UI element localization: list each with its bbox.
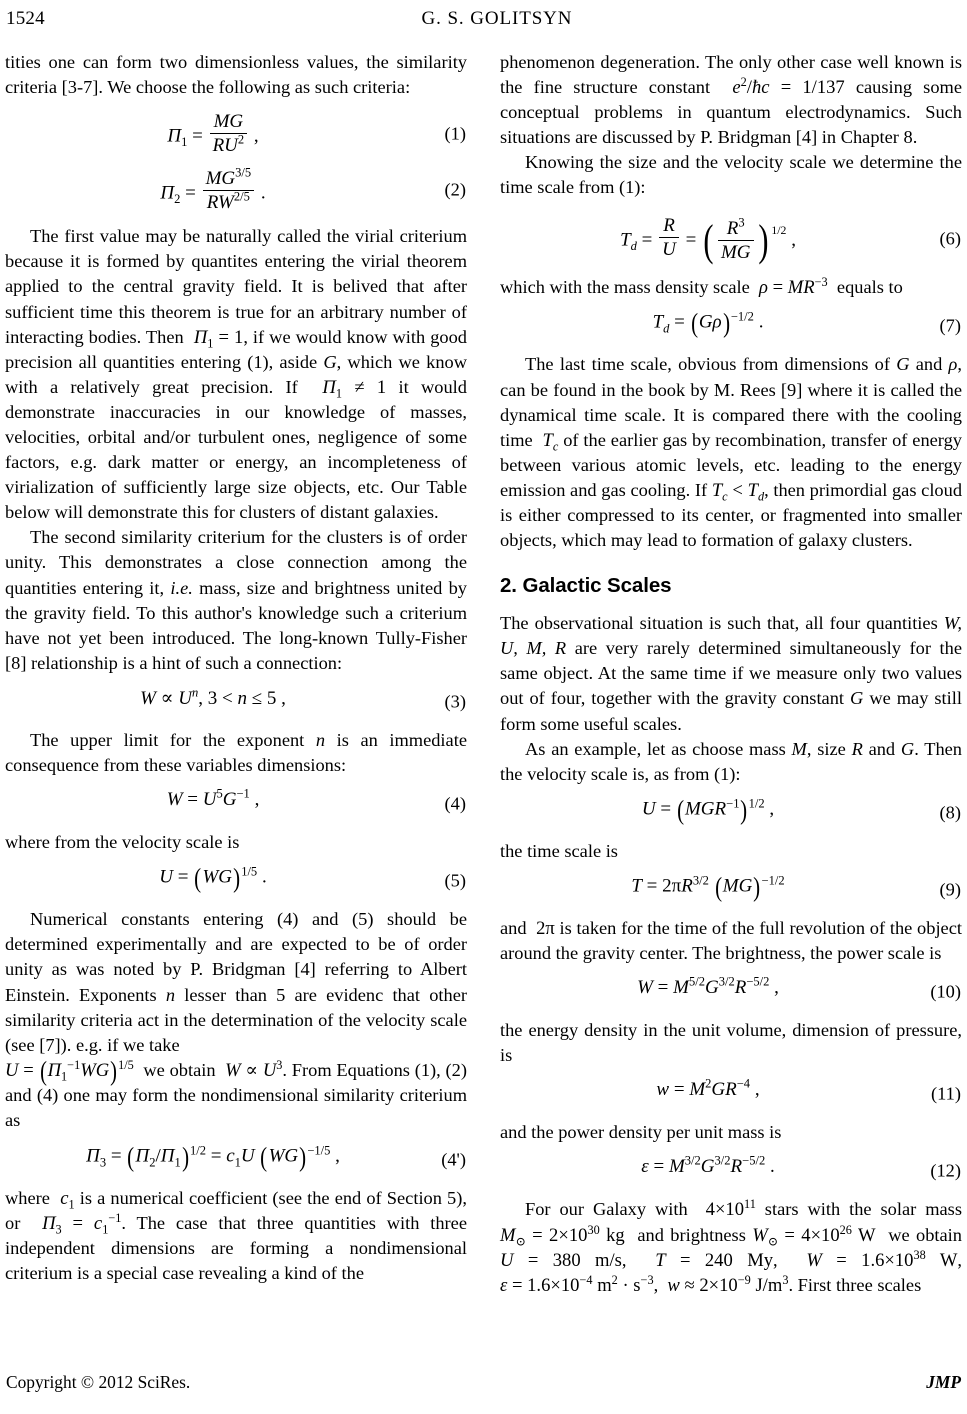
- equation-1-number: (1): [444, 123, 466, 144]
- equation-4-prime: [5, 1140, 467, 1175]
- paragraph-second-criterium: [5, 525, 467, 676]
- equation-4: [5, 786, 467, 819]
- inline-math-pi1-neq-1: $\Pi_1 \ne 1$: [322, 376, 387, 401]
- inline-math-solar-brightness: $W_⊙ = 4\times 10^{26}$ W: [752, 1222, 876, 1249]
- paragraph-2pi-b: is taken for the time of the full revolution of the object around the gravity center. The brightness, the power scale is: [500, 917, 962, 964]
- paragraph-second-criterium-cont: mass, size and brightness united by the gravity field. To this author's knowledge such a criterium have not yet been introduced. The long-known Tully-Fisher [8] relationship is a hint of such a connection:: [5, 577, 467, 673]
- paragraph-coefficient-b: is a numerical coefficient (see the end of Section 5), or: [5, 1187, 467, 1233]
- paragraph-as-example-d: . Then the velocity scale is, as from (1):: [500, 738, 962, 784]
- italic-vars-wumr: W, U, M, R: [500, 613, 962, 659]
- equation-4-body: $W = U^5G^{-1}$ ,: [166, 786, 260, 811]
- paragraph-as-example-a: As an example, let as choose mass: [525, 738, 786, 759]
- paragraph-as-example: [500, 737, 962, 787]
- journal-abbreviation: JMP: [926, 1372, 961, 1392]
- paragraph-our-galaxy-d: we obtain: [888, 1224, 962, 1245]
- paragraph-2pi-a: and: [500, 917, 527, 938]
- paragraph-u-formula: [5, 1058, 467, 1134]
- running-head: [0, 8, 967, 34]
- paragraph-our-galaxy-e: . First three scales: [788, 1274, 922, 1295]
- copyright-notice: Copyright © 2012 SciRes.: [6, 1372, 191, 1392]
- paragraph-observational-a: The observational situation is such that, all four quantities: [500, 613, 938, 634]
- inline-math-rho-mr3: $\rho = MR^{-3}$: [759, 275, 828, 299]
- italic-var-g-4: G: [900, 738, 915, 759]
- paragraph-coefficient-c: . The case that three quantities with three independent dimensions are forming a nondimensional criterium is a special case revealing a kind of the: [5, 1212, 467, 1283]
- italic-var-m: M: [791, 738, 807, 759]
- equation-12: [500, 1156, 962, 1186]
- italic-var-g-3: G: [850, 688, 864, 709]
- page-footer: [0, 1372, 967, 1396]
- paragraph-numerical-constants: [5, 907, 467, 1058]
- fraction-mg35-rw25: $\frac{MG^{3/5}}{RW^{2/5}}$: [203, 168, 255, 214]
- equation-7: [500, 307, 962, 341]
- italic-var-g: G: [323, 351, 337, 372]
- equation-1: [5, 111, 467, 157]
- page-number: 1524: [6, 8, 45, 29]
- equation-2-body: $\Pi_2$ = $\frac{MG^{3/5}}{RW^{2/5}}$ .: [160, 165, 266, 213]
- equation-6-number: (6): [939, 228, 961, 249]
- paragraph-our-galaxy: For our Galaxy with $4\times 10^{11}$ stars with the solar mass $M_⊙ = 2\times 10^{30}$ kg and brightness $W_⊙ = 4\times 10^{26}$ W we obtain U = 380 m/s, T = 240 My, $W = 1.6\times 10^{38}$ W, $\varepsilon = 1.6\times 10^{-4}$ $m^2 \cdot s^{-3}$, $w \approx 2\times 10^{-9}$ $J/m^3$. First three scales: [500, 1197, 962, 1296]
- big-paren-r3-mg: ( $\frac{R^3}{MG}$ ) $^{1/2}$: [703, 214, 787, 265]
- paragraph-virial-text: The first value may be naturally called the virial criterium because it is formed by quantites entering the virial theorem applied to the central gravity field. It is belived that after sufficient time this theorem is true for an arbitrary number of interacting bodies. Then: [5, 226, 467, 347]
- italic-var-g-2: G: [896, 354, 910, 375]
- inline-math-fine-structure: $e^2/ħc = 1/137$: [732, 74, 845, 99]
- equation-5-body: U = (WG)$^{1/5}$ .: [159, 862, 267, 894]
- equation-6-body: $T_d$ = $\frac{R}{U}$ = ( $\frac{R^3}{MG}$ ) $^{1/2}$ ,: [620, 214, 796, 265]
- paragraph-energy-density: the energy density in the unit volume, dimension of pressure, is: [500, 1020, 962, 1066]
- fraction-mg-ru2: $\frac{MG}{RU^2}$: [210, 111, 248, 157]
- inline-math-solar-mass: $M_⊙ = 2\times 10^{30}$ kg: [500, 1222, 625, 1249]
- italic-var-n: n: [315, 729, 326, 750]
- left-column: [5, 50, 467, 1286]
- equation-5: [5, 862, 467, 896]
- paragraph-as-example-b: , size: [806, 738, 846, 759]
- author-running-head: G. S. GOLITSYN: [421, 8, 573, 29]
- paragraph-upper-limit-text: The upper limit for the exponent: [30, 729, 305, 750]
- paragraph-last-time-scale: [500, 352, 962, 553]
- equation-8: [500, 793, 962, 828]
- inline-math-tc-lt-td: $T_c < T_d$: [711, 479, 765, 504]
- paragraph-observational-c: we may still form some useful scales.: [500, 688, 962, 734]
- paragraph-our-galaxy-c: and brightness: [637, 1224, 746, 1245]
- equation-8-body: $U = (MGR^{-1})^{1/2}$ ,: [641, 793, 775, 825]
- equation-3: [5, 687, 467, 717]
- paragraph-virial-cont: , if we would know with good precision all quantities entering (1), aside: [5, 326, 467, 372]
- italic-var-r: R: [851, 738, 863, 759]
- equation-7-number: (7): [939, 315, 961, 336]
- equation-4-number: (4): [444, 793, 466, 814]
- inline-math-pi1-equals-1: $\Pi_1 = 1$: [193, 326, 244, 351]
- equation-8-number: (8): [939, 802, 961, 823]
- paragraph-last-time-scale-b: , can be found in the book by M. Rees [9] where it is called the dynamical time scale. It is compared there with the cooling time: [500, 354, 962, 450]
- paragraph-2pi: [500, 916, 962, 966]
- equation-5-number: (5): [444, 870, 466, 891]
- paragraph-our-galaxy-b: stars with the solar mass: [764, 1199, 962, 1220]
- paragraph-time-scale-is: the time scale is: [500, 840, 618, 861]
- paragraph-virial-cont3: it would demonstrate inaccuracies in our knowledge of masses, velocities, orbital and/or turbulent ones, negligence of some factors, e.g. dark matter or energy, an incompleteness of virialization of sufficiently large size objects, etc. Our Table below will demonstrate this for clusters of distant galaxies.: [5, 376, 467, 523]
- paragraph-last-time-scale-c: of the earlier gas by recombination, transfer of energy between various atomic levels, etc. leading to the energy emission and gas cooling. If: [500, 429, 962, 500]
- two-column-body: [0, 50, 967, 1350]
- inline-math-tc: $T_c$: [542, 429, 559, 454]
- equation-11-body: $w = M^2GR^{-4}$ ,: [656, 1077, 760, 1101]
- paragraph-where-velocity: where from the velocity scale is: [5, 832, 240, 853]
- equation-9: [500, 870, 962, 905]
- paragraph-intro: tities one can form two dimensionless values, the similarity criteria [3-7]. We choose the following as such criteria:: [5, 52, 467, 98]
- equation-10-number: (10): [930, 981, 961, 1002]
- equation-4-prime-body: $\Pi_3 = (\Pi_2/\Pi_1)^{1/2} = c_1U$ (WG)$^{-1/5}$ ,: [86, 1140, 340, 1172]
- inline-math-velocity-value: U = 380 m/s: [500, 1249, 622, 1271]
- equation-12-body: $\varepsilon = M^{3/2}G^{3/2}R^{-5/2}$ .: [641, 1154, 775, 1178]
- paragraph-mass-density: [500, 275, 962, 300]
- equation-10: [500, 974, 962, 1007]
- paragraph-upper-limit: [5, 728, 467, 778]
- paragraph-numerical-constants-cont: lesser than 5 are evidenc that other similarity criteria act in the determination of the velocity scale (see [7]). e.g. if we take: [5, 984, 467, 1055]
- equation-12-number: (12): [930, 1160, 961, 1181]
- paragraph-mass-density-a: which with the mass density scale: [500, 277, 750, 298]
- equation-11: [500, 1079, 962, 1109]
- equation-2-number: (2): [444, 179, 466, 200]
- inline-math-pi3-c1inv: $\Pi_3 = c_1^{-1}$: [42, 1210, 122, 1237]
- inline-math-epsilon-value: $\varepsilon = 1.6\times 10^{-4}$ $m^2 \cdot s^{-3}$: [500, 1272, 654, 1296]
- inline-math-star-count: $4\times 10^{11}$: [696, 1197, 756, 1221]
- inline-math-rho: ρ: [948, 354, 958, 375]
- italic-var-n-2: n: [165, 984, 176, 1005]
- paragraph-knowing-size: Knowing the size and the velocity scale we determine the time scale from (1):: [500, 152, 962, 198]
- equation-4-prime-number: (4'): [441, 1149, 466, 1170]
- paragraph-last-time-scale-d: , then primordial gas cloud is either compressed to its center, or fragmented into smaller objects, which may lead to formation of galaxy clusters.: [500, 479, 963, 551]
- paragraph-last-time-scale-and: and: [915, 354, 943, 375]
- paragraph-virial: [5, 224, 467, 525]
- inline-math-w-value: $w \approx 2\times 10^{-9}$ $J/m^3$: [667, 1272, 789, 1296]
- equation-6: [500, 215, 962, 264]
- right-column: [500, 50, 962, 1298]
- paragraph-numerical-constants-text: Numerical constants entering (4) and (5) should be determined experimentally and are expected to be of order unity as was noted by P. Bridgman [4] referring to Albert Einstein. Exponents: [5, 909, 467, 1005]
- paragraph-as-example-c: and: [868, 738, 896, 759]
- equation-3-body: $W \propto U^n$, 3 < n ≤ 5 ,: [140, 685, 286, 709]
- equation-11-number: (11): [931, 1083, 961, 1104]
- paragraph-second-criterium-text: The second similarity criterium for the clusters is of order unity. This demonstrates a close connection among the quantities entering it,: [5, 527, 467, 598]
- equation-2: [5, 165, 467, 214]
- paragraph-degeneration-b: causing some conceptual problems in quantum electrodynamics. Such situations are discussed by P. Bridgman [4] in Chapter 8.: [500, 77, 962, 148]
- equation-1-body: $\Pi_1$ = $\frac{MG}{RU^2}$ ,: [167, 111, 259, 157]
- paragraph-observational-b: are very rarely determined simultaneously for the same object. At the same time if we measure only two values out of four, together with the gravity constant: [500, 638, 962, 709]
- paragraph-u-formula-b: . From Equations (1), (2) and (4) one may form the nondimensional similarity criterium as: [5, 1059, 467, 1131]
- equation-7-body: $T_d = (G\rho)^{-1/2}$ .: [652, 307, 764, 339]
- italic-ie: i.e.: [170, 577, 193, 598]
- fraction-r-u: $\frac{R}{U}$: [659, 215, 679, 261]
- inline-math-2pi: 2π: [531, 917, 555, 939]
- equation-3-number: (3): [444, 691, 466, 712]
- section-heading-galactic-scales: 2. Galactic Scales: [500, 574, 672, 598]
- paragraph-virial-cont2: , which we know with a relatively great precision. If: [5, 351, 467, 397]
- paragraph-our-galaxy-a: For our Galaxy with: [525, 1199, 688, 1220]
- paragraph-u-formula-a: we obtain: [143, 1059, 216, 1080]
- equation-10-body: $W = M^{5/2}G^{3/2}R^{-5/2}$ ,: [637, 974, 779, 999]
- paragraph-last-time-scale-a: The last time scale, obvious from dimensions of: [525, 354, 890, 375]
- inline-math-w-prop-u3: $W \propto U^3$: [225, 1057, 283, 1081]
- inline-math-period-value: T = 240 My: [655, 1249, 774, 1271]
- paragraph-degeneration: [500, 50, 962, 150]
- paragraph-observational: [500, 611, 962, 736]
- paragraph-coefficient: [5, 1186, 467, 1286]
- equation-9-body: $T = 2\pi R^{3/2}$ (MG)$^{-1/2}$: [631, 870, 785, 902]
- inline-math-u-pi1-wg: $U = (\Pi_1^{-1}WG)^{1/5}$: [5, 1056, 134, 1087]
- equation-9-number: (9): [939, 879, 961, 900]
- inline-math-power-value: $W = 1.6\times 10^{38}$ W: [806, 1247, 958, 1271]
- paragraph-upper-limit-cont: is an immediate consequence from these variables dimensions:: [5, 729, 467, 776]
- paragraph-degeneration-a: phenomenon degeneration. The only other case well known is the fine structure constant: [500, 52, 962, 98]
- paragraph-coefficient-a: where: [5, 1187, 50, 1208]
- inline-math-c1: $c_1$: [60, 1187, 75, 1212]
- paragraph-mass-density-b: equals to: [836, 277, 903, 298]
- paragraph-power-density: and the power density per unit mass is: [500, 1122, 782, 1143]
